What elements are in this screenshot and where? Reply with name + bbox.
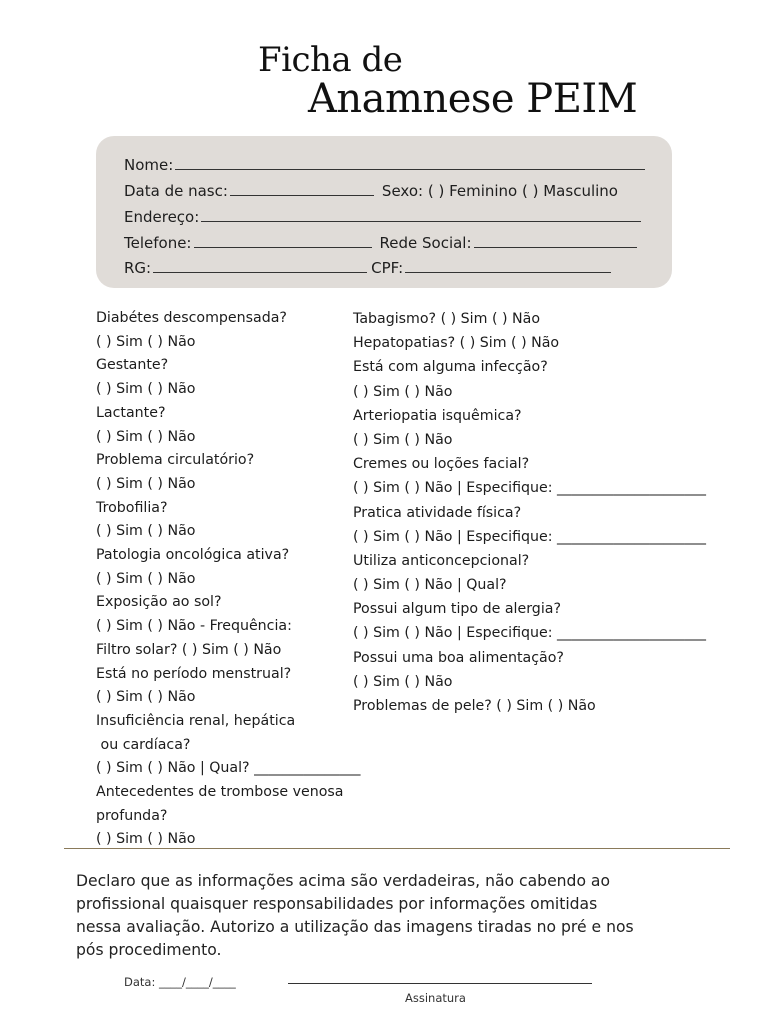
question-line: profunda? [96, 807, 168, 824]
rg-field[interactable] [153, 258, 367, 273]
rede-social-label: Rede Social: [379, 234, 472, 252]
answer-line[interactable]: ( ) Sim ( ) Não | Especifique: _____________________ [353, 528, 706, 545]
answer-line[interactable]: ( ) Sim ( ) Não | Especifique: _____________________ [353, 480, 706, 497]
question-line[interactable]: Hepatopatias? ( ) Sim ( ) Não [353, 335, 560, 352]
signature-line[interactable] [288, 983, 592, 984]
nome-row [124, 155, 645, 174]
answer-line[interactable]: ( ) Sim ( ) Não | Qual? [353, 577, 507, 594]
question-line: Pratica atividade física? [353, 504, 522, 521]
answer-line[interactable]: ( ) Sim ( ) Não [96, 333, 196, 350]
question-line: Trobofilia? [96, 499, 168, 516]
question-line: Possui uma boa alimentação? [353, 649, 564, 666]
question-line: Problema circulatório? [96, 452, 255, 469]
answer-line[interactable]: ( ) Sim ( ) Não [96, 428, 196, 445]
question-line: Possui algum tipo de alergia? [353, 601, 561, 618]
answer-line[interactable]: ( ) Sim ( ) Não [96, 381, 196, 398]
questions-left-column [96, 307, 361, 852]
telefone-field[interactable] [194, 233, 372, 248]
answer-line[interactable]: ( ) Sim ( ) Não [353, 383, 453, 400]
signature-label: Assinatura [405, 991, 466, 1005]
question-line[interactable]: Tabagismo? ( ) Sim ( ) Não [353, 311, 541, 327]
answer-line[interactable]: ( ) Sim ( ) Não [353, 673, 453, 690]
question-line[interactable]: Problemas de pele? ( ) Sim ( ) Não [353, 698, 596, 714]
question-line: Cremes ou loções facial? [353, 456, 530, 473]
question-line: Está com alguma infecção? [353, 359, 548, 376]
answer-line[interactable]: ( ) Sim ( ) Não [353, 431, 453, 448]
data-sexo-row [124, 181, 618, 200]
answer-line[interactable]: ( ) Sim ( ) Não [96, 523, 196, 540]
answer-line[interactable]: ( ) Sim ( ) Não | Qual? _______________ [96, 760, 361, 777]
declaration-text: Declaro que as informações acima são verdadeiras, não cabendo ao profissional quaisquer responsabilidades por informações omitidas nessa avaliação. Autorizo a utilização das imagens tiradas no pré e nos pós procedimento. [76, 872, 634, 959]
answer-line[interactable]: ( ) Sim ( ) Não [96, 831, 196, 848]
question-line: Gestante? [96, 357, 169, 374]
question-line: Exposição ao sol? [96, 594, 222, 611]
cpf-field[interactable] [405, 258, 611, 273]
answer-line[interactable]: ( ) Sim ( ) Não - Frequência: [96, 618, 292, 635]
endereco-row [124, 207, 641, 226]
telefone-rede-row [124, 233, 637, 252]
answer-line[interactable]: ( ) Sim ( ) Não [96, 475, 196, 492]
question-line: Arteriopatia isquêmica? [353, 407, 522, 424]
sexo-label: Sexo: ( ) Feminino ( ) Masculino [381, 182, 618, 200]
title-line-1: Ficha de [258, 40, 403, 80]
rede-social-field[interactable] [474, 233, 637, 248]
rg-cpf-row [124, 258, 611, 277]
answer-line[interactable]: ( ) Sim ( ) Não | Especifique: _____________________ [353, 625, 706, 642]
questions-right-column [353, 307, 706, 718]
nome-field[interactable] [175, 155, 645, 170]
question-line: Patologia oncológica ativa? [96, 547, 290, 564]
question-line: Está no período menstrual? [96, 665, 292, 682]
title-line-2: Anamnese PEIM [308, 76, 638, 122]
question-line: ou cardíaca? [96, 736, 191, 753]
section-divider [64, 848, 730, 849]
cpf-label: CPF: [371, 259, 404, 277]
question-line: Lactante? [96, 404, 166, 421]
endereco-label: Endereço: [124, 208, 200, 226]
rg-label: RG: [124, 259, 152, 277]
data-nasc-field[interactable] [230, 181, 374, 196]
date-field[interactable]: Data: ____/____/____ [124, 975, 236, 989]
telefone-label: Telefone: [124, 234, 192, 252]
question-line: Diabétes descompensada? [96, 310, 287, 326]
answer-line[interactable]: ( ) Sim ( ) Não [96, 689, 196, 706]
endereco-field[interactable] [201, 207, 641, 222]
question-line: Antecedentes de trombose venosa [96, 784, 344, 801]
answer-line[interactable]: ( ) Sim ( ) Não [96, 570, 196, 587]
question-line: Insuficiência renal, hepática [96, 712, 296, 729]
data-nasc-label: Data de nasc: [124, 182, 228, 200]
question-line: Utiliza anticoncepcional? [353, 552, 530, 569]
nome-label: Nome: [124, 156, 174, 174]
question-line[interactable]: Filtro solar? ( ) Sim ( ) Não [96, 641, 282, 658]
